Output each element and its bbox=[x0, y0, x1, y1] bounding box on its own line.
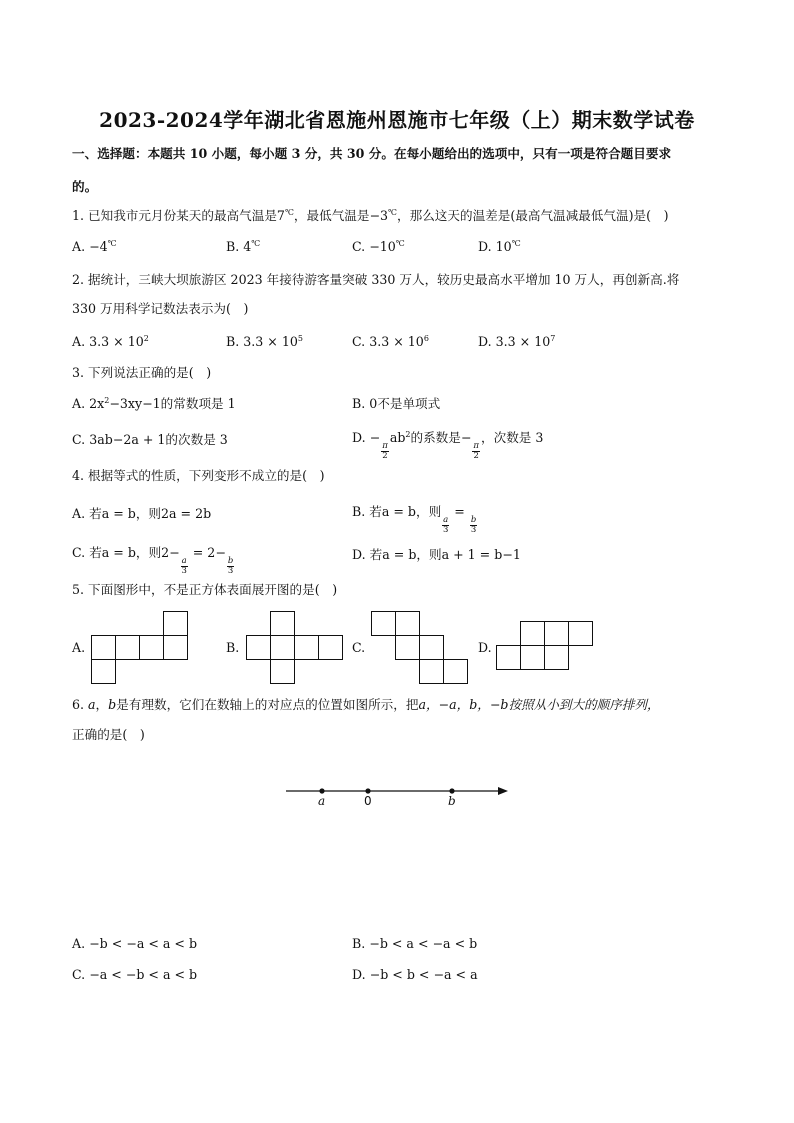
question-3-option-d: D. − $\frac{\pi}{2}$ $ab^2$的系数是− $\frac{\pi}{2}$ ，次数是 3 bbox=[352, 430, 544, 461]
question-6-option-b: B. −b < a < −a < b bbox=[352, 936, 478, 951]
question-3-option-b: B. 0不是单项式 bbox=[352, 396, 441, 411]
question-5-option-b-label: B. bbox=[226, 640, 240, 655]
question-6-option-a: A. −b < −a < a < b bbox=[72, 936, 198, 951]
question-2-option-c: C. $3.3 \times 10^6$ bbox=[352, 334, 429, 349]
label-b: b bbox=[448, 794, 456, 808]
exam-title: 2023-2024学年湖北省恩施州恩施市七年级（上）期末数学试卷 bbox=[99, 108, 695, 132]
question-1-option-c: C. −10℃ bbox=[352, 239, 405, 254]
question-5-option-c-label: C. bbox=[352, 640, 366, 655]
section-instructions: 一、选择题：本题共 10 小题，每小题 3 分，共 30 分。在每小题给出的选项中，只有一项是符合题目要求 bbox=[72, 146, 672, 161]
point-zero bbox=[365, 788, 370, 793]
cube-net-a bbox=[90, 610, 190, 686]
cube-net-c bbox=[370, 610, 470, 686]
question-2-option-d: D. $3.3 \times 10^7$ bbox=[478, 334, 556, 349]
question-3-option-c: C. 3ab−2a + 1的次数是 3 bbox=[72, 432, 228, 447]
question-4-option-c: C. 若a = b，则2− $\frac{a}{3}$ = 2− $\frac{b}{3}$ bbox=[72, 545, 234, 576]
point-a bbox=[319, 788, 324, 793]
label-a: a bbox=[318, 794, 326, 808]
question-3-option-a: A. $2x^2-3xy-1$的常数项是 1 bbox=[72, 396, 236, 411]
fraction: $\frac{b}{3}$ bbox=[227, 556, 234, 576]
point-b bbox=[449, 788, 454, 793]
question-6-stem-cont: 正确的是( ) bbox=[72, 727, 145, 742]
question-4-option-d: D. 若a = b，则a + 1 = b−1 bbox=[352, 547, 521, 562]
question-4-option-a: A. 若a = b，则2a = 2b bbox=[72, 506, 212, 521]
fraction: $\frac{a}{3}$ bbox=[443, 515, 449, 535]
fraction: $\frac{b}{3}$ bbox=[470, 515, 477, 535]
number-line bbox=[280, 775, 515, 815]
question-5-option-a-label: A. bbox=[72, 640, 86, 655]
question-3-stem: 3. 下列说法正确的是( ) bbox=[72, 365, 212, 380]
label-zero: 0 bbox=[364, 794, 372, 808]
question-1-option-b: B. 4℃ bbox=[226, 239, 261, 254]
question-5-option-d-label: D. bbox=[478, 640, 492, 655]
question-1-option-a: A. −4℃ bbox=[72, 239, 117, 254]
question-2-stem-cont: 330 万用科学记数法表示为( ) bbox=[72, 301, 249, 316]
question-1-stem: 1. 已知我市元月份某天的最高气温是7℃，最低气温是−3℃，那么这天的温差是(最高气温减最低气温)是( ) bbox=[72, 208, 669, 223]
question-6-option-d: D. −b < b < −a < a bbox=[352, 967, 478, 982]
cube-net-b bbox=[245, 610, 347, 686]
question-2-option-b: B. $3.3 \times 10^5$ bbox=[226, 334, 303, 349]
question-6-option-c: C. −a < −b < a < b bbox=[72, 967, 198, 982]
question-6-stem: 6. a，b是有理数，它们在数轴上的对应点的位置如图所示，把a，−a，b，−b按照从小到大的顺序排列， bbox=[72, 697, 660, 712]
question-5-stem: 5. 下面图形中，不是正方体表面展开图的是( ) bbox=[72, 582, 338, 597]
question-2-stem: 2. 据统计，三峡大坝旅游区 2023 年接待游客量突破 330 万人，较历史最高水平增加 10 万人，再创新高.将 bbox=[72, 272, 680, 287]
question-4-stem: 4. 根据等式的性质，下列变形不成立的是( ) bbox=[72, 468, 325, 483]
cube-net-d bbox=[495, 620, 595, 672]
question-4-option-b: B. 若a = b，则 $\frac{a}{3}$ = $\frac{b}{3}$ bbox=[352, 504, 477, 535]
question-2-option-a: A. $3.3 \times 10^2$ bbox=[72, 334, 149, 349]
fraction: $\frac{\pi}{2}$ bbox=[473, 441, 480, 461]
section-instructions-cont: 的。 bbox=[72, 179, 98, 194]
question-1-option-d: D. 10℃ bbox=[478, 239, 521, 254]
fraction: $\frac{a}{3}$ bbox=[181, 556, 187, 576]
fraction: $\frac{\pi}{2}$ bbox=[382, 441, 388, 461]
number-line-arrow bbox=[498, 787, 508, 795]
